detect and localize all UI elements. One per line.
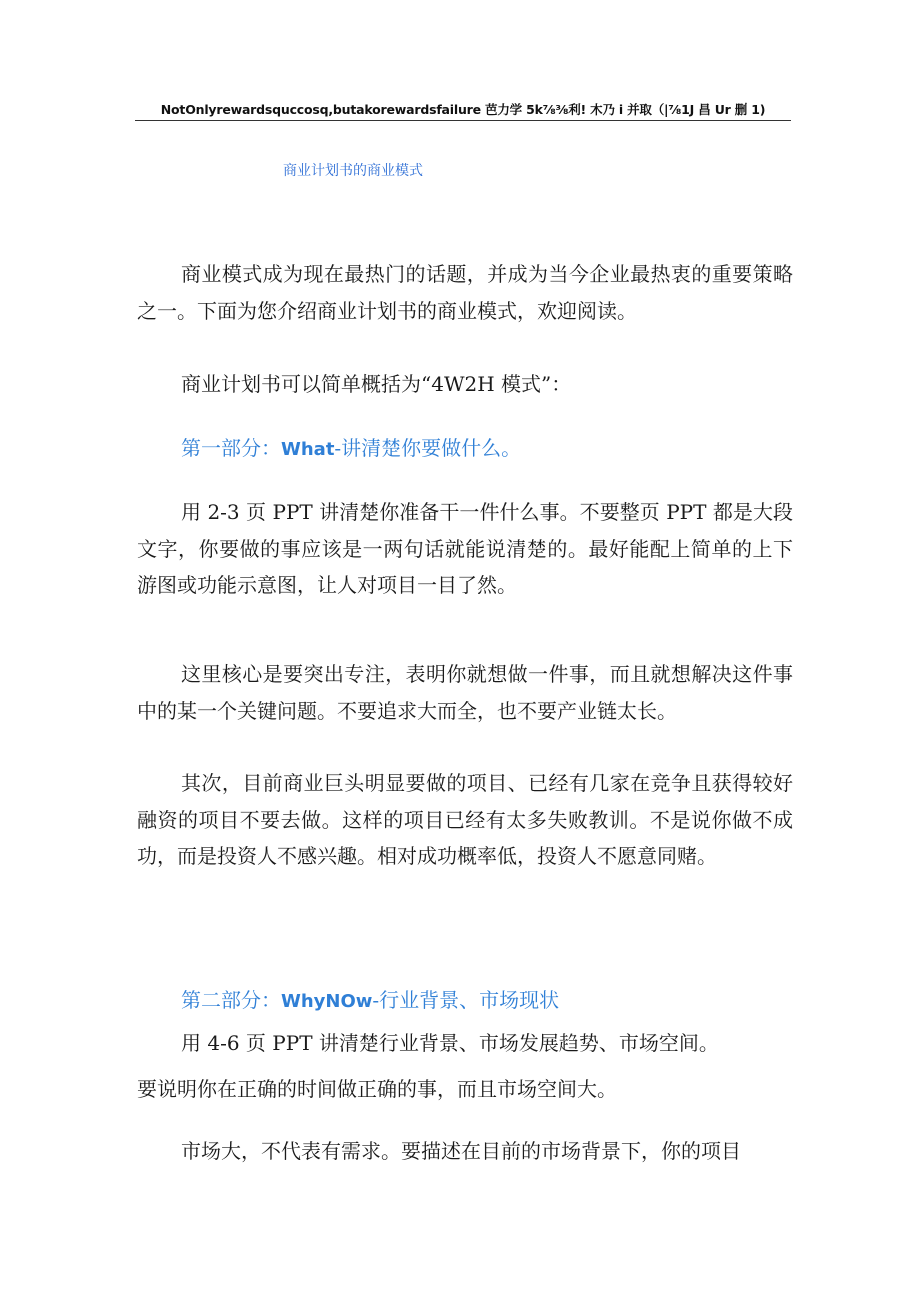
paragraph-what-2: 这里核心是要突出专注，表明你就想做一件事，而且就想解决这件事中的某一个关键问题。不要追求大而全，也不要产业链太长。 [137,662,793,723]
section-1-rest: -讲清楚你要做什么。 [334,436,522,460]
header-rule [135,120,791,121]
section-2-prefix: 第二部分： [181,988,281,1012]
section-1-en: What [281,439,335,460]
section-2-rest: -行业背景、市场现状 [372,988,560,1012]
paragraph-what-1: 用 2-3 页 PPT 讲清楚你准备干一件什么事。不要整页 PPT 都是大段文字，你要做的事应该是一两句话就能说清楚的。最好能配上简单的上下游图或功能示意图，让人对项目一目了然。 [137,500,793,597]
paragraph-intro: 商业模式成为现在最热门的话题，并成为当今企业最热衷的重要策略之一。下面为您介绍商业计划书的商业模式，欢迎阅读。 [137,262,793,323]
paragraph-why-2: 要说明你在正确的时间做正确的事，而且市场空间大。 [137,1077,617,1101]
paragraph-why-3: 市场大，不代表有需求。要描述在目前的市场背景下，你的项目 [181,1139,741,1163]
document-title: 商业计划书的商业模式 [283,163,423,179]
section-heading-2 [181,984,559,1013]
paragraph-why-1: 用 4-6 页 PPT 讲清楚行业背景、市场发展趋势、市场空间。 [181,1031,719,1055]
section-1-prefix: 第一部分： [181,436,281,460]
running-header: NotOnlyrewardsquccosq,butakorewardsfailure 芭力学 5k⅞⅜利! 木乃 i 并取（|⅞1J 昌 Ur 删 1) [160,102,766,117]
section-heading-1 [181,432,521,461]
paragraph-what-3: 其次，目前商业巨头明显要做的项目、已经有几家在竞争且获得较好融资的项目不要去做。这样的项目已经有太多失败教训。不是说你做不成功，而是投资人不感兴趣。相对成功概率低，投资人不愿意同赌。 [137,771,793,868]
paragraph-summary: 商业计划书可以简单概括为“4W2H 模式”： [181,372,572,396]
section-2-en: WhyNOw [281,991,373,1012]
